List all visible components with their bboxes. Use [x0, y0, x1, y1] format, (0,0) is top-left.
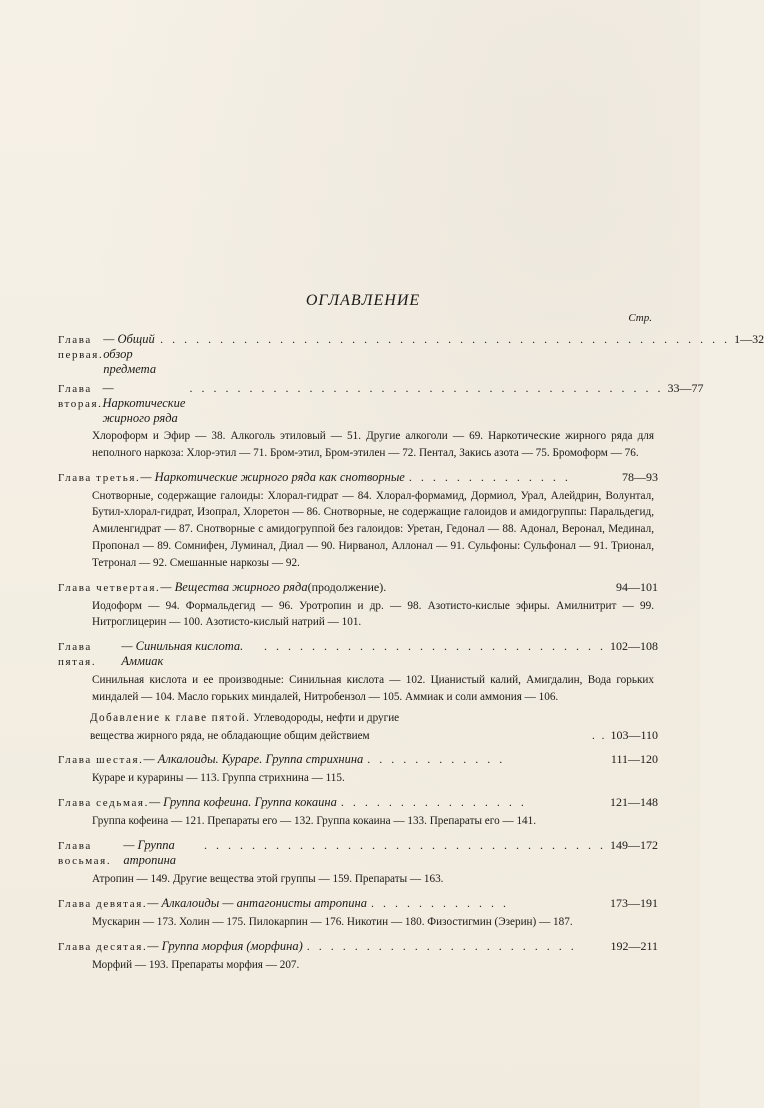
chapter-pages: 149—172 [610, 837, 658, 852]
dot-leader: . . . . . . . . . . . . [370, 895, 509, 910]
chapter-pages: 1—32 [734, 332, 764, 346]
chapter-label: Глава седьмая. [58, 797, 149, 810]
chapter-label: Глава десятая. [58, 940, 148, 953]
chapter-label: Глава первая. [58, 334, 104, 361]
chapter-subtitle: — Алкалоиды. Кураре. Группа стрихнина [143, 752, 364, 767]
chapter-subtitle: — Синильная кислота. Аммиак [121, 639, 244, 669]
addendum-line-2 [90, 727, 658, 745]
dot-leader: . . . . . . . . . . . . . . . . [340, 795, 527, 810]
chapter-details: Мускарин — 173. Холин — 175. Пилокарпин — 176. Никотин — 180. Физостигмин (Эзерин) — 187. [92, 915, 573, 928]
chapter-pages: 78—93 [622, 469, 658, 484]
chapter-6 [58, 752, 658, 787]
dot-leader: . . [592, 729, 607, 742]
dot-leader: . . . . . . . . . . . . . . . . . . . . . . . [306, 938, 577, 953]
chapter-subtitle: — Алкалоиды — антагонисты атропина [147, 895, 367, 910]
dot-leader: . . . . . . . . . . . . . . . . . . . . . . . . . . . . . [264, 639, 606, 654]
chapter-subtitle-note: (продолжение). [307, 579, 387, 594]
chapter-heading [58, 939, 658, 955]
toc-title: ОГЛАВЛЕНИЕ [305, 292, 421, 309]
chapter-label: Глава пятая. [58, 641, 97, 669]
chapter-7 [58, 795, 658, 830]
chapter-pages: 192—211 [610, 938, 658, 953]
chapter-heading [58, 332, 764, 377]
chapter-heading [58, 838, 658, 869]
addendum-line-1 [90, 710, 658, 727]
chapter-label: Глава восьмая. [58, 839, 112, 867]
chapter-details: Морфий — 193. Препараты морфия — 207. [92, 958, 300, 971]
page-column-label: Стр. [628, 312, 652, 324]
chapter-pages: 173—191 [610, 895, 658, 910]
chapter-pages: 121—148 [610, 795, 658, 810]
chapter-subtitle: — Вещества жирного ряда [160, 579, 308, 594]
chapter-subtitle: — Группа морфия (морфина) [147, 938, 303, 953]
chapter-pages: 111—120 [610, 752, 658, 767]
chapter-label: Глава четвертая. [58, 581, 161, 594]
chapter-1 [58, 332, 764, 377]
chapter-pages: 33—77 [667, 381, 704, 395]
chapter-addendum [58, 710, 658, 745]
chapter-heading [58, 795, 658, 811]
chapter-details: Снотворные, содержащие галоиды: Хлорал-гидрат — 84. Хлорал-формамид, Дормиол, Урал, Алейдрин, Волунтал, Бутил-хлорал-гидрат, Изопрал, Хлоретон — 86. Снотворные, не содержащие галоидов и амидогруппы: Паральдегид, Амиленгидрат — 87. Снотворные с амидогруппой без галоидов: Уретан, Гедонал — 88. Адонал, Веронал, Мединал, Пропонал — 89. Сомнифен, Луминал, Диал — 90. Нирванол, Аллонал — 91. Сульфоны: Сульфонал — 91. Трионал, Тетронал — 92. Смешанные наркозы — 92. [92, 489, 654, 569]
chapter-details: Кураре и курарины — 113. Группа стрихнина — 115. [92, 772, 345, 785]
dot-leader: . . . . . . . . . . . . . . . . . . . . . . . . . . . . . . . . . . . . . . . . [189, 381, 664, 395]
dot-leader: . . . . . . . . . . . . . . . . . . . . . . . . . . . . . . . . . . [204, 837, 606, 852]
chapter-label: Глава девятая. [58, 897, 148, 910]
chapter-subtitle: — Группа кофеина. Группа кокаина [148, 795, 337, 810]
chapter-details: Атропин — 149. Другие вещества этой группы — 159. Препараты — 163. [92, 872, 444, 885]
chapter-label: Глава вторая. [58, 383, 103, 410]
addendum-pages: 103—110 [610, 727, 658, 742]
addendum-text-2: вещества жирного ряда, не обладающие общим действием [90, 729, 370, 742]
table-of-contents [58, 292, 764, 973]
chapter-subtitle: — Группа атропина [123, 837, 177, 867]
chapter-details: Иодоформ — 94. Формальдегид — 96. Уротропин и др. — 98. Азотисто-кислые эфиры. Амилнитрит — 99. Нитроглицерин — 100. Азотисто-кислый натрий — 101. [92, 599, 654, 629]
chapter-8 [58, 838, 658, 888]
chapter-10 [58, 939, 658, 974]
chapter-label: Глава третья. [58, 471, 141, 484]
addendum-label: Добавление к главе пятой. [90, 711, 251, 724]
chapter-details: Хлороформ и Эфир — 38. Алкоголь этиловый — 51. Другие алкоголи — 69. Наркотические жирного ряда для неполного наркоза: Хлор-этил — 71. Бром-этил, Бром-этилен — 72. Пентал, Закись азота — 75. Бромоформ — 76. [92, 430, 654, 459]
addendum-text-1: Углеводороды, нефти и другие [253, 711, 400, 724]
dot-leader: . . . . . . . . . . . . [367, 752, 506, 767]
chapter-subtitle: — Общий обзор предмета [103, 332, 157, 376]
dot-leader: . . . . . . . . . . . . . . [408, 469, 571, 484]
chapter-subtitle: — Наркотические жирного ряда [102, 381, 186, 425]
chapter-heading [58, 896, 658, 912]
chapter-label: Глава шестая. [58, 754, 144, 767]
chapter-2 [58, 381, 704, 462]
chapter-heading [58, 381, 704, 426]
chapter-pages: 102—108 [610, 639, 658, 654]
dot-leader: . . . . . . . . . . . . . . . . . . . . . . . . . . . . . . . . . . . . . . . . . . . . . . . . [160, 332, 731, 346]
chapter-5 [58, 639, 658, 744]
chapter-heading [58, 639, 658, 670]
chapter-4 [58, 580, 658, 632]
chapter-details: Группа кофеина — 121. Препараты его — 132. Группа кокаина — 133. Препараты его — 141. [92, 815, 537, 828]
addendum-text [90, 710, 658, 727]
chapter-heading [58, 580, 658, 596]
chapter-subtitle: — Наркотические жирного ряда как снотворные [140, 469, 405, 484]
chapter-9 [58, 896, 658, 931]
chapter-pages: 94—101 [616, 579, 658, 594]
chapter-heading [58, 752, 658, 768]
chapter-heading [58, 470, 658, 486]
chapter-details: Синильная кислота и ее производные: Синильная кислота — 102. Цианистый калий, Амигдалин, Вода горьких миндалей — 104. Масло горьких миндалей, Нитробензол — 105. Аммиак и соли аммония — 106. [92, 674, 654, 703]
chapter-3 [58, 470, 658, 572]
